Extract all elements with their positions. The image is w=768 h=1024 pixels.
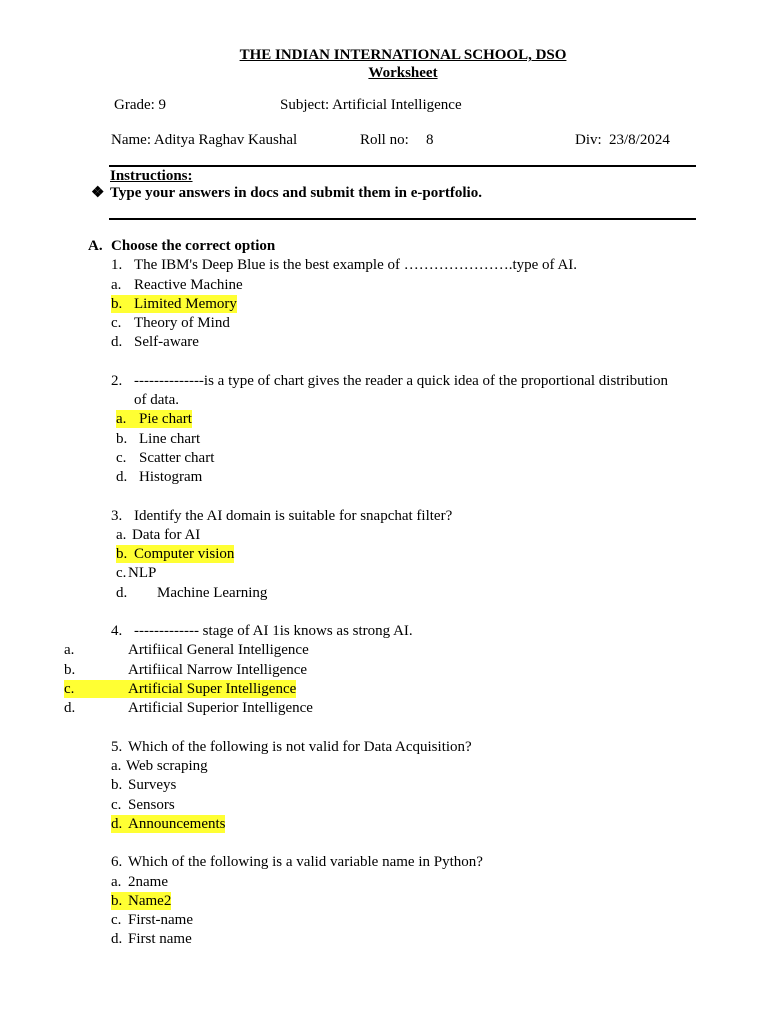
question-text: The IBM's Deep Blue is the best example of ………………….type of AI. <box>134 257 578 273</box>
divider-bottom <box>109 218 696 220</box>
list-item: d. Histogram <box>116 469 203 485</box>
divider-top <box>109 165 696 167</box>
list-item: d. Machine Learning <box>116 585 268 601</box>
list-item: a. 2name <box>111 874 168 890</box>
list-item-highlighted: b. Limited Memory <box>111 296 237 312</box>
div-value: 23/8/2024 <box>609 132 670 148</box>
list-item: a. Web scraping <box>111 758 208 774</box>
question-number: 6. <box>111 854 123 870</box>
list-item: d. Self-aware <box>111 334 199 350</box>
list-item: b. Surveys <box>111 777 177 793</box>
list-item: a. Artifiical General Intelligence <box>64 642 309 658</box>
list-item: c. Sensors <box>111 797 175 813</box>
list-item-highlighted: d. Announcements <box>111 816 226 832</box>
list-item: c. Theory of Mind <box>111 315 230 331</box>
list-item: a. Data for AI <box>116 527 201 543</box>
section-title: Choose the correct option <box>111 238 276 254</box>
list-item-highlighted: b. Name2 <box>111 893 172 909</box>
bullet-icon: ❖ <box>91 185 105 201</box>
question-text: Identify the AI domain is suitable for snapchat filter? <box>134 508 453 524</box>
grade-label: Grade: 9 <box>114 97 167 113</box>
list-item: c. First-name <box>111 912 193 928</box>
list-item: a. Reactive Machine <box>111 277 243 293</box>
section-letter: A. <box>88 238 103 254</box>
list-item-highlighted: c. Artificial Super Intelligence <box>64 681 297 697</box>
question-number: 5. <box>111 739 123 755</box>
question-text: ------------- stage of AI 1is knows as strong AI. <box>134 623 413 639</box>
question-text-continued: of data. <box>134 392 179 408</box>
list-item: c. Scatter chart <box>116 450 215 466</box>
instructions-text: Type your answers in docs and submit them in e-portfolio. <box>110 185 482 201</box>
student-name: Name: Aditya Raghav Kaushal <box>111 132 298 148</box>
question-number: 2. <box>111 373 123 389</box>
list-item: b. Artifiical Narrow Intelligence <box>64 662 308 678</box>
list-item: b. Line chart <box>116 431 201 447</box>
question-number: 3. <box>111 508 123 524</box>
question-number: 1. <box>111 257 123 273</box>
list-item: d. First name <box>111 931 192 947</box>
question-number: 4. <box>111 623 123 639</box>
question-text: Which of the following is a valid variable name in Python? <box>128 854 483 870</box>
roll-value: 8 <box>426 132 434 148</box>
school-title: THE INDIAN INTERNATIONAL SCHOOL, DSO <box>239 47 567 63</box>
instructions-title: Instructions: <box>110 168 193 184</box>
roll-label: Roll no: <box>360 132 409 148</box>
div-label: Div: <box>575 132 602 148</box>
worksheet-title: Worksheet <box>368 65 438 81</box>
list-item-highlighted: b. Computer vision <box>116 546 235 562</box>
list-item: d. Artificial Superior Intelligence <box>64 700 313 716</box>
list-item-highlighted: a. Pie chart <box>116 411 192 427</box>
question-text: --------------is a type of chart gives the reader a quick idea of the proportional distribution <box>134 373 668 389</box>
subject-label: Subject: Artificial Intelligence <box>280 97 462 113</box>
question-text: Which of the following is not valid for Data Acquisition? <box>128 739 472 755</box>
list-item: c. NLP <box>116 565 157 581</box>
